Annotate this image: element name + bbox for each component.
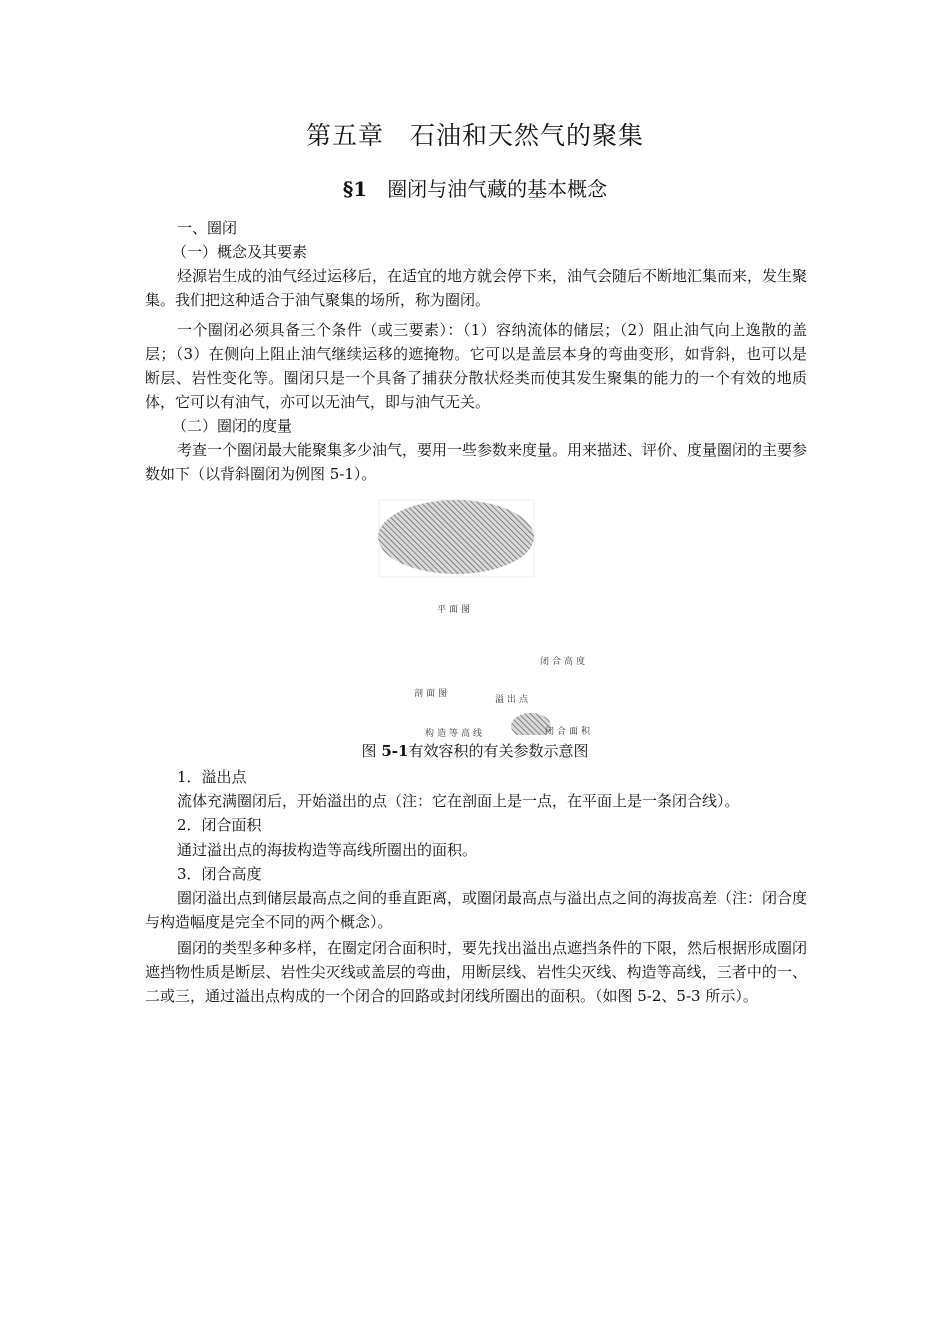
label-closure-height: 闭合高度 (540, 657, 589, 667)
caption-text: 有效容积的有关参数示意图 (408, 742, 589, 760)
sub1-heading: （一）概念及其要素 (172, 243, 308, 261)
paragraph-2: 一个圈闭必须具备三个条件（或三要素）：（1）容纳流体的储层；（2）阻止油气向上逸散的盖层；（3）在侧向上阻止油气继续运移的遮掩物。它可以是盖层本身的弯曲变形，如背斜，也可以是断层、岩性变化等。圈闭只是一个具备了捕获分散状烃类而使其发生聚集的能力的一个有效的地质体，它可以有油气，亦可以无油气，即与油气无关。 (145, 321, 807, 411)
figure-5-1 (0, 495, 950, 765)
item1-text: 流体充满圈闭后，开始溢出的点（注：它在剖面上是一点，在平面上是一条闭合线）。 (177, 792, 740, 810)
label-plan-view: 平面图 (437, 605, 474, 615)
item3-heading: 3．闭合高度 (177, 865, 262, 883)
part1-heading: 一、圈闭 (177, 219, 238, 237)
sub2-heading: （二）圈闭的度量 (172, 417, 293, 435)
figure-drawing (0, 495, 950, 735)
label-section-view: 剖面图 (414, 689, 451, 699)
chapter-title: 第五章 石油和天然气的聚集 (305, 121, 644, 150)
label-spill-point: 溢出点 (495, 695, 532, 705)
label-closure-area: 闭合面积 (545, 727, 594, 737)
paragraph-3: 考查一个圈闭最大能聚集多少油气，要用一些参数来度量。用来描述、评价、度量圈闭的主要参数如下（以背斜圈闭为例图 5-1）。 (145, 441, 808, 483)
item1-heading: 1．溢出点 (177, 768, 247, 786)
section-title-text: 圈闭与油气藏的基本概念 (387, 177, 608, 201)
item2-heading: 2．闭合面积 (177, 816, 262, 834)
item3-text: 圈闭溢出点到储层最高点之间的垂直距离，或圈闭最高点与溢出点之间的海拔高差（注：闭合度与构造幅度是完全不同的两个概念）。 (145, 889, 808, 931)
label-structure-contour: 构造等高线 (425, 729, 486, 739)
section-number: §1 (342, 177, 368, 201)
item2-text: 通过溢出点的海拔构造等高线所圈出的面积。 (177, 841, 478, 859)
figure-caption (0, 740, 950, 761)
caption-prefix: 图 (361, 742, 377, 760)
paragraph-4: 圈闭的类型多种多样，在圈定闭合面积时，要先找出溢出点遮挡条件的下限，然后根据形成圈闭遮挡物性质是断层、岩性尖灭线或盖层的弯曲，用断层线、岩性尖灭线、构造等高线，三者中的一、二或三，通过溢出点构成的一个闭合的回路或封闭线所圈出的面积。（如图 5-2、5-3 所示）。 (145, 939, 808, 1005)
plan-view-ellipse (378, 500, 534, 574)
paragraph-1: 烃源岩生成的油气经过运移后，在适宜的地方就会停下来，油气会随后不断地汇集而来，发生聚集。我们把这种适合于油气聚集的场所，称为圈闭。 (145, 267, 808, 309)
section-title (0, 173, 950, 202)
caption-number: 5-1 (381, 742, 409, 760)
